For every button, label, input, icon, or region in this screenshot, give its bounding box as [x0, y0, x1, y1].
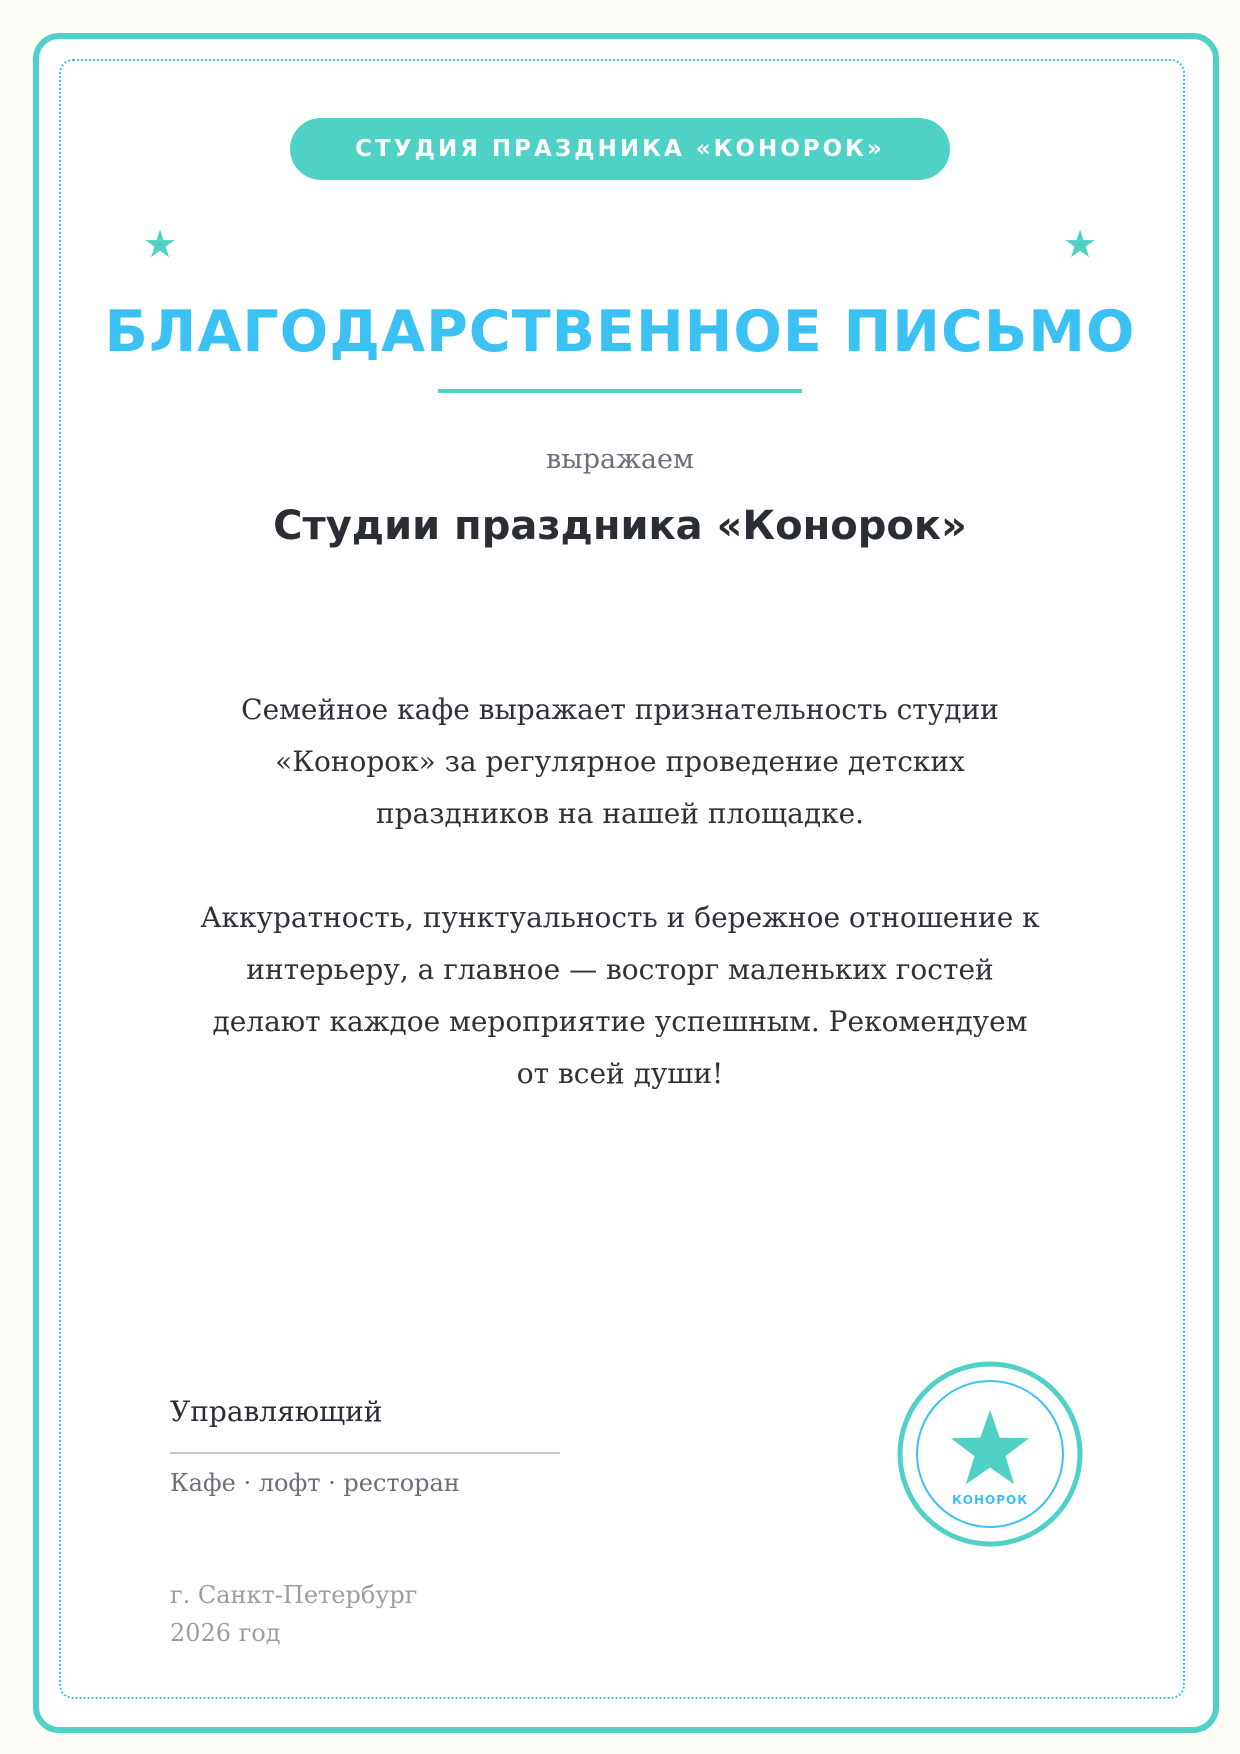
seal-stamp — [896, 1360, 1084, 1548]
seal-graphic — [896, 1360, 1084, 1548]
intro-text: выражаем — [546, 444, 694, 475]
title-underline — [438, 389, 802, 393]
signer-role: Управляющий — [170, 1395, 383, 1428]
signer-subtitle: Кафе · лофт · ресторан — [170, 1469, 460, 1497]
signature-line — [170, 1452, 560, 1454]
document-place: г. Санкт-Петербург — [170, 1581, 418, 1609]
studio-badge: СТУДИЯ ПРАЗДНИКА «КОНОРОК» — [290, 118, 950, 180]
star-icon: ★ — [1062, 222, 1098, 266]
body-paragraph-2: Аккуратность, пунктуальность и бережное отношение к интерьеру, а главное — восторг маленьких гостей делают каждое мероприятие успешным. Рекомендуем от всей души! — [200, 901, 1040, 1090]
recipient-name: Студии праздника «Конорок» — [273, 503, 967, 549]
body-paragraph-1: Семейное кафе выражает признательность студии «Конорок» за регулярное проведение детских праздников на нашей площадке. — [241, 693, 999, 830]
document-year: 2026 год — [170, 1619, 281, 1647]
star-icon: ★ — [142, 222, 178, 266]
document-title: БЛАГОДАРСТВЕННОЕ ПИСЬМО — [104, 299, 1136, 365]
seal-label: КОНОРОК — [951, 1493, 1029, 1507]
star-icon — [951, 1410, 1029, 1484]
